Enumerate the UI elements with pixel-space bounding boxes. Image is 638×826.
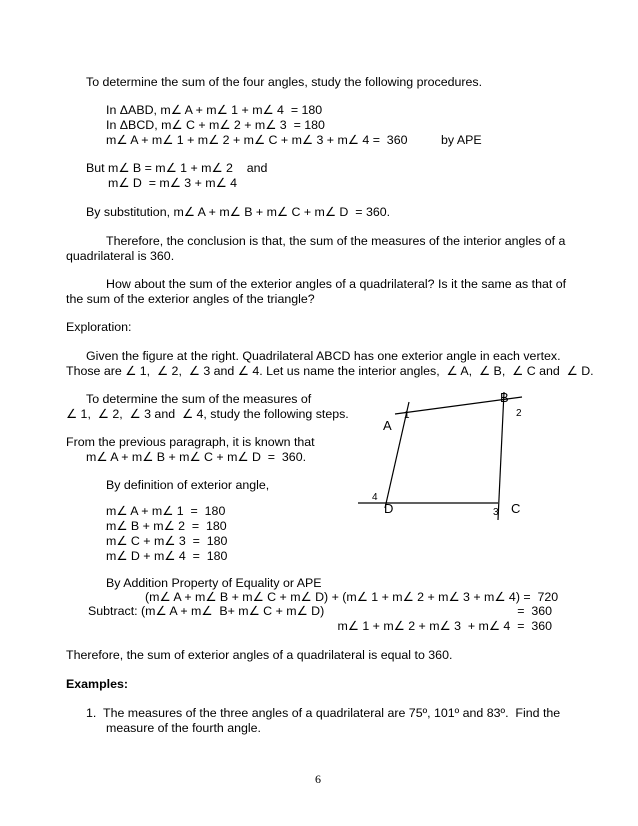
procedure-line-2: In ΔBCD, m∠ C + m∠ 2 + m∠ 3 = 180	[106, 118, 325, 132]
but-line-1: But m∠ B = m∠ 1 + m∠ 2 and	[86, 161, 268, 175]
final-conclusion: Therefore, the sum of exterior angles of a quadrilateral is equal to 360.	[66, 648, 453, 662]
vertex-a-label: A	[383, 418, 392, 433]
exterior-equation-4: m∠ D + m∠ 4 = 180	[106, 549, 228, 563]
angle-2-label: 2	[516, 408, 522, 419]
given-line-1: Given the figure at the right. Quadrilateral ABCD has one exterior angle in each vertex.	[86, 349, 561, 363]
page-number: 6	[315, 772, 321, 786]
procedure-line-3: m∠ A + m∠ 1 + m∠ 2 + m∠ C + m∠ 3 + m∠ 4 = 360	[106, 133, 408, 147]
side-bc-extended	[498, 392, 504, 520]
given-line-2: Those are ∠ 1, ∠ 2, ∠ 3 and ∠ 4. Let us name the interior angles, ∠ A, ∠ B, ∠ C and ∠ D.	[66, 364, 594, 378]
ape-line-1: (m∠ A + m∠ B + m∠ C + m∠ D) + (m∠ 1 + m∠ 2 + m∠ 3 + m∠ 4) = 720	[145, 590, 559, 604]
subtract-left: Subtract: (m∠ A + m∠ B+ m∠ C + m∠ D)	[88, 604, 325, 618]
vertex-b-label: B	[500, 390, 509, 405]
substitution-line: By substitution, m∠ A + m∠ B + m∠ C + m∠ D = 360.	[86, 205, 391, 219]
vertex-c-label: C	[511, 501, 521, 516]
subtract-right: = 360	[517, 604, 552, 618]
question-line-1: How about the sum of the exterior angles of a quadrilateral? Is it the same as that of	[106, 277, 567, 291]
conclusion-line-1: Therefore, the conclusion is that, the sum of the measures of the interior angles of a	[106, 234, 566, 248]
question-line-2: the sum of the exterior angles of the triangle?	[66, 292, 315, 306]
example-1-line-1: 1. The measures of the three angles of a quadrilateral are 75º, 101º and 83º. Find the	[86, 706, 561, 720]
exploration-heading: Exploration:	[66, 320, 132, 334]
quadrilateral-figure	[340, 388, 540, 524]
examples-heading: Examples:	[66, 677, 128, 691]
intro-text: To determine the sum of the four angles, study the following procedures.	[86, 75, 483, 89]
angle-1-label: 1	[404, 410, 410, 421]
by-ape-label: by APE	[441, 133, 482, 147]
result-line: m∠ 1 + m∠ 2 + m∠ 3 + m∠ 4 = 360	[337, 619, 552, 633]
steps-line-2: ∠ 1, ∠ 2, ∠ 3 and ∠ 4, study the following steps.	[66, 407, 349, 421]
exterior-equation-1: m∠ A + m∠ 1 = 180	[106, 504, 226, 518]
procedure-line-1: In ΔABD, m∠ A + m∠ 1 + m∠ 4 = 180	[106, 103, 323, 117]
previous-line-2: m∠ A + m∠ B + m∠ C + m∠ D = 360.	[86, 450, 307, 464]
angle-4-label: 4	[372, 492, 378, 503]
conclusion-line-2: quadrilateral is 360.	[66, 249, 175, 263]
ape-title: By Addition Property of Equality or APE	[106, 576, 322, 590]
example-1-line-2: measure of the fourth angle.	[106, 721, 261, 735]
steps-line-1: To determine the sum of the measures of	[86, 392, 312, 406]
vertex-d-label: D	[384, 501, 394, 516]
angle-3-label: 3	[493, 507, 499, 518]
exterior-equation-2: m∠ B + m∠ 2 = 180	[106, 519, 227, 533]
previous-line-1: From the previous paragraph, it is known that	[66, 435, 315, 449]
exterior-equation-3: m∠ C + m∠ 3 = 180	[106, 534, 228, 548]
definition-exterior-angle: By definition of exterior angle,	[106, 478, 270, 492]
but-line-2: m∠ D = m∠ 3 + m∠ 4	[108, 176, 238, 190]
